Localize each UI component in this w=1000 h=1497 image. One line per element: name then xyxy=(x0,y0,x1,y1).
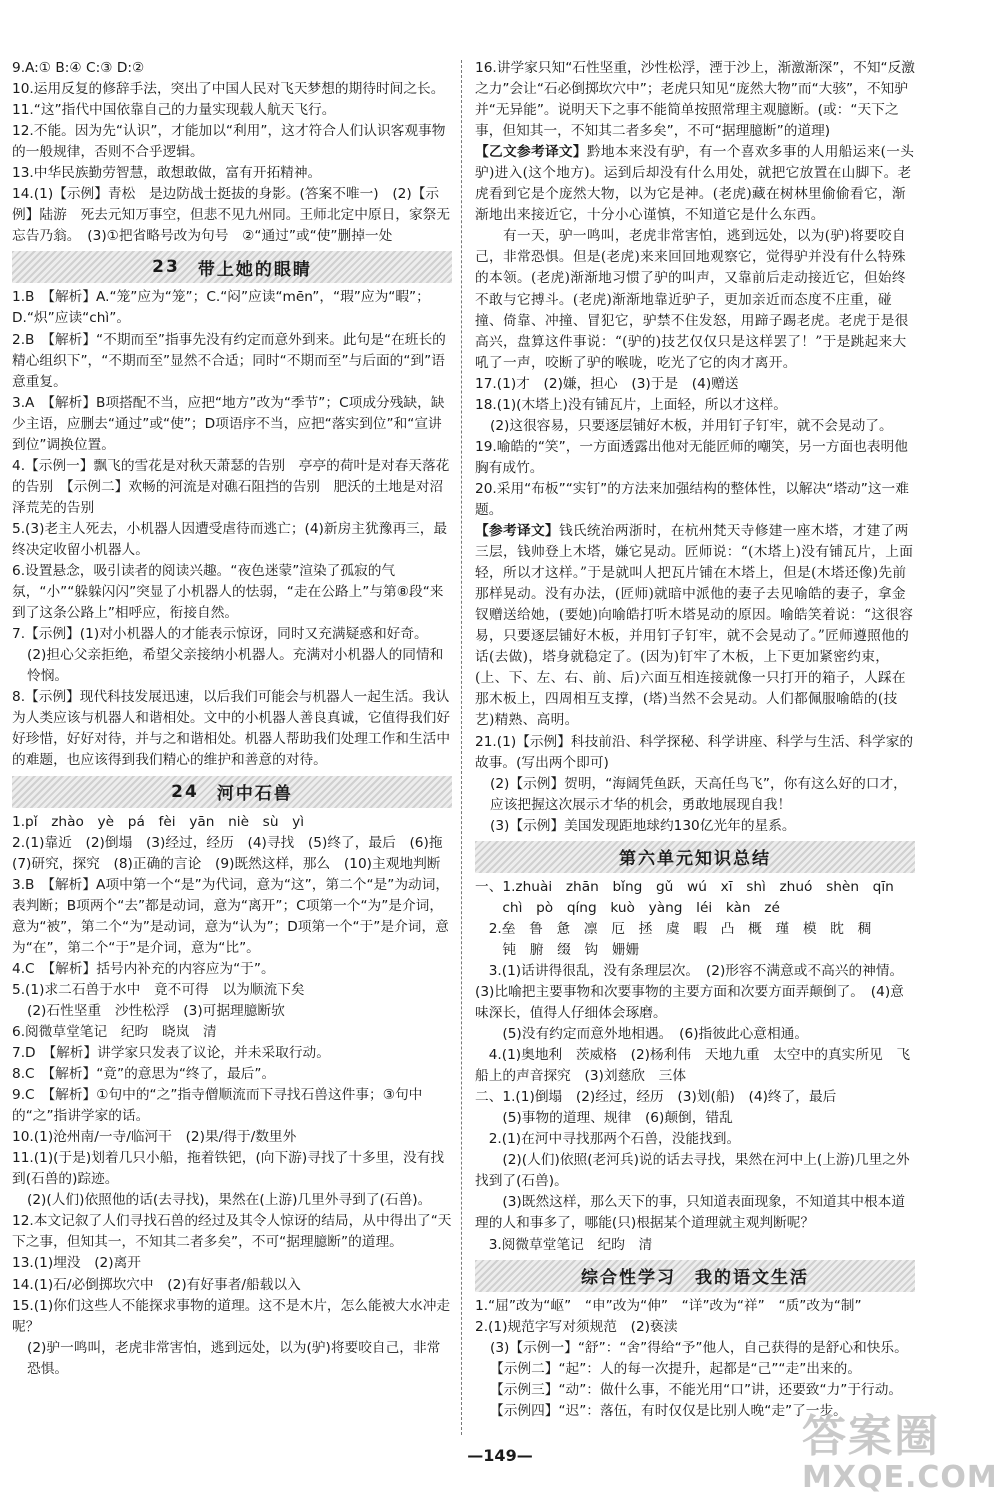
section-number: 23 xyxy=(152,257,180,278)
answer-line: 20.采用“布板”“实钉”的方法来加强结构的整体性，以解决“塔动”这一难题。 xyxy=(475,480,909,518)
answer-line: 4.【示例一】飘飞的雪花是对秋天萧瑟的告别 亭亭的荷叶是对春天落花的告别 【示例二】欢畅的河流是对礁石阻挡的告别 肥沃的土地是对沼泽荒芜的告别 xyxy=(12,457,450,516)
answer-line: 11.(1)(于是)划着几只小船，拖着铁钯，(向下游)寻找了十多里，没有找到(石兽的)踪迹。 xyxy=(12,1150,445,1188)
answer-line: (5)事物的道理、规律 (6)颠倒，错乱 xyxy=(475,1110,733,1127)
answer-line: 17.(1)才 (2)嫌，担心 (3)于是 (4)赠送 xyxy=(475,375,739,392)
answer-line: 2.垒 鲁 惫 凛 厄 拯 虞 暇 凸 概 瑾 模 眈 稠 钝 腑 缀 钩 姗姗 xyxy=(488,920,872,958)
answer-line: 3.阅微草堂笔记 纪昀 清 xyxy=(475,1236,653,1253)
answer-line: (2)(人们)依照他的话(去寻找)，果然在(上游)几里外寻到了(石兽)。 xyxy=(27,1192,432,1209)
section-title: 带上她的眼睛 xyxy=(197,259,312,280)
translation-text: 黔地本来没有驴，有一个喜欢多事的人用船运来(一头驴)进入(这个地方)。运到后却没有什么用处，就把它放置在山脚下。老虎看到它是个庞然大物，以为它是神。(老虎)藏在树林里偷偷看它，渐渐地出来接近它，十分小心谨慎，不知道它是什么东西。 xyxy=(475,144,915,224)
answer-line: 2.B 【解析】“不期而至”指事先没有约定而意外到来。此句是“在班长的精心组织下”，“不期而至”显然不合适；同时“不期而至”与后面的“到”语意重复。 xyxy=(12,331,446,390)
answer-line: (3)【示例一】“舒”：“舍”得给“予”他人，自己获得的是舒心和快乐。 xyxy=(490,1339,908,1356)
answer-line: 一、1.zhuài zhān bǐng gǔ wú xī shì zhuó shèn qīn chì pò qíng kuò yàng léi kàn zé xyxy=(475,878,894,916)
answer-line: (2)这很容易，只要逐层铺好木板，并用钉子钉牢，就不会晃动了。 xyxy=(490,417,893,434)
answer-line: 14.(1)石/必倒掷坎穴中 (2)有好事者/船载以入 xyxy=(12,1276,301,1293)
translation-label: 【乙文参考译文】 xyxy=(475,144,587,161)
answer-line: (2)驴一鸣叫，老虎非常害怕，逃到远处，以为(驴)将要咬自己，非常恐惧。 xyxy=(27,1339,441,1377)
answer-line: 4.(1)奥地利 茨威格 (2)杨利伟 天地九重 太空中的真实所见 飞船上的声音探究 (3)刘慈欣 三体 xyxy=(475,1047,911,1085)
answer-line: 8.C 【解析】“竟”的意思为“终了，最后”。 xyxy=(12,1066,276,1083)
answer-line: 3.B 【解析】A项中第一个“是”为代词，意为“这”，第二个“是”为动词，表判断；B项两个“去”都是动词，意为“离开”；C项第一个“为”是介词，意为“被”，第二个“为”是动词，意为“认为”；D项第一个“于”是介词，意为“在”，第二个“于”是介词，意为“比”。 xyxy=(12,876,450,956)
answer-line: 16.讲学家只知“石性坚重，沙性松浮，湮于沙上，渐激渐深”，不知“反激之力”会让“石必倒掷坎穴中”；老虎只知见“庞然大物”而“大骇”，不知驴并“无异能”。说明天下之事不能简单按照常理主观臆断。(或：“天下之事，但知其一，不知其二者多矣”，不可“据理臆断”的道理) xyxy=(475,60,915,140)
page-number: —149— xyxy=(467,1446,533,1465)
right-column xyxy=(475,58,915,1422)
watermark-logo xyxy=(802,1400,998,1495)
answer-line: 2.(1)靠近 (2)倒塌 (3)经过，经历 (4)寻找 (5)终了，最后 (6)拖 (7)研究，探究 (8)正确的言论 (9)既然这样，那么 (10)主观地判断 xyxy=(12,834,457,872)
section-title: 综合性学习 我的语文生活 xyxy=(581,1268,809,1289)
watermark-logo-text: 答案圈 xyxy=(802,1411,940,1462)
answer-line: (2)【示例】贺明，“海阔凭鱼跃，天高任鸟飞”，你有这么好的口才，应该把握这次展示才华的机会，勇敢地展现自我！ xyxy=(490,775,907,813)
translation-paragraph xyxy=(475,226,915,373)
answer-line: 4.C 【解析】括号内补充的内容应为“于”。 xyxy=(12,960,275,977)
answer-line: 2.(1)规范字写对须规范 (2)亵渎 xyxy=(475,1318,678,1335)
translation-paragraph xyxy=(475,142,915,226)
column-divider xyxy=(461,60,462,1435)
answer-line: 6.阅微草堂笔记 纪昀 晓岚 清 xyxy=(12,1023,217,1040)
answer-line: 1.pǐ zhào yè pá fèi yān niè sù yì xyxy=(12,813,305,830)
answer-line: 【示例二】“起”：人的每一次提升，起都是“己”“走”出来的。 xyxy=(490,1360,862,1377)
answer-line: 9.A:① B:④ C:③ D:② xyxy=(12,60,145,76)
answer-line: 6.设置悬念，吸引读者的阅读兴趣。“夜色迷蒙”渲染了孤寂的气氛，“小”“躲躲闪闪”突显了小机器人的怯弱，“走在公路上”与第⑧段“来到了这条公路上”相呼应，衔接自然。 xyxy=(12,563,444,622)
answer-line: 13.中华民族勤劳智慧，敢想敢做，富有开拓精神。 xyxy=(12,165,322,182)
answer-line: 2.(1)在河中寻找那两个石兽，没能找到。 xyxy=(475,1131,741,1148)
section-title: 河中石兽 xyxy=(216,784,293,804)
section-heading xyxy=(12,776,452,808)
answer-line: 12.不能。因为先“认识”，才能加以“利用”，这才符合人们认识客观事物的一般规律，否则不合乎逻辑。 xyxy=(12,123,446,161)
section-title: 第六单元知识总结 xyxy=(619,849,771,870)
answer-line: 12.本文记叙了人们寻找石兽的经过及其令人惊讶的结局，从中得出了“天下之事，但知其一，不知其二者多矣”，不可“据理臆断”的道理。 xyxy=(12,1213,452,1251)
answer-line: (5)没有约定而意外地相遇。 (6)指彼此心意相通。 xyxy=(475,1026,809,1043)
section-heading xyxy=(12,251,452,283)
answer-line: 5.(1)求二石兽于水中 竟不可得 以为顺流下矣 xyxy=(12,981,305,998)
answer-line: 21.(1)【示例】科技前沿、科学探秘、科学讲座、科学与生活、科学家的故事。(写出两个即可) xyxy=(475,733,914,771)
answer-line: 【示例三】“动”：做什么事，不能光用“口”讲，还要致“力”于行动。 xyxy=(490,1381,903,1398)
answer-line: 10.(1)沧州南/一寺/临河干 (2)果/得于/数里外 xyxy=(12,1129,297,1146)
answer-line: 7.【示例】(1)对小机器人的才能表示惊讶，同时又充满疑惑和好奇。 xyxy=(12,626,428,643)
answer-line: 3.(1)话讲得很乱，没有条理层次。 (2)形容不满意或不高兴的神情。 (3)比喻把主要事物和次要事物的主要方面和次要方面弄颠倒了。 (4)意味深长，值得人仔细体会琢磨。 xyxy=(475,962,911,1022)
translation-paragraph xyxy=(475,521,915,731)
translation-text: 有一天，驴一鸣叫，老虎非常害怕，逃到远处，以为(驴)将要咬自己，非常恐惧。但是(老虎)来来回回地观察它，觉得驴并没有什么特殊的本领。(老虎)渐渐地习惯了驴的叫声，又靠前后走动接近它，但始终不敢与它搏斗。(老虎)渐渐地靠近驴子，更加亲近而态度不庄重，碰撞、倚靠、冲撞、冒犯它，驴禁不住发怒，用蹄子踢老虎。老虎于是很高兴，盘算这件事说：“(驴的)技艺仅仅只是这样罢了！”于是跳起来大吼了一声，咬断了驴的喉咙，吃光了它的肉才离开。 xyxy=(475,228,909,371)
answer-line: 19.喻皓的“笑”，一方面透露出他对无能匠师的嘲笑，另一方面也表明他胸有成竹。 xyxy=(475,438,908,476)
answer-line: (3)既然这样，那么天下的事，只知道表面现象，不知道其中根本道理的人和事多了，哪能(只)根据某个道理就主观判断呢？ xyxy=(475,1194,906,1232)
answer-line: 1.B 【解析】A.“笼”应为“笼”；C.“闷”应读“mēn”，“瑕”应为“暇”；D.“炽”应读“chì”。 xyxy=(12,289,430,327)
answer-line: 18.(1)(木塔上)没有铺瓦片，上面轻，所以才这样。 xyxy=(475,396,787,413)
answer-line: 8.【示例】现代科技发展迅速，以后我们可能会与机器人一起生活。我认为人类应该与机器人和谐相处。文中的小机器人善良真诚，它值得我们好好珍惜，好好对待，并与之和谐相处。机器人帮助我们处理工作和生活中的难题，也应该得到我们精心的维护和善意的对待。 xyxy=(12,689,451,769)
answer-line: 10.运用反复的修辞手法，突出了中国人民对飞天梦想的期待时间之长。 xyxy=(12,81,445,98)
translation-label: 【参考译文】 xyxy=(475,523,559,540)
section-heading xyxy=(475,841,915,873)
section-heading xyxy=(475,1260,915,1292)
answer-line: 5.(3)老主人死去，小机器人因遭受虐待而逃亡；(4)新房主犹豫再三，最终决定收留小机器人。 xyxy=(12,520,448,558)
answer-line: 二、1.(1)倒塌 (2)经过，经历 (3)划(船) (4)终了，最后 xyxy=(475,1089,837,1106)
answer-line: 1.“屈”改为“岖” “申”改为“伸” “详”改为“祥” “质”改为“制” xyxy=(475,1297,862,1314)
answer-line: (2)石性坚重 沙性松浮 (3)可据理臆断欤 xyxy=(27,1002,285,1019)
answer-line: 9.C 【解析】①句中的“之”指寺僧顺流而下寻找石兽这件事；③句中的“之”指讲学家的话。 xyxy=(12,1087,423,1125)
answer-line: 11.“这”指代中国依靠自己的力量实现载人航天飞行。 xyxy=(12,102,336,119)
answer-line: 13.(1)埋没 (2)离开 xyxy=(12,1255,141,1272)
watermark-url: MXQE.COM xyxy=(802,1460,998,1495)
answer-line: 15.(1)你们这些人不能探求事物的道理。这不是木片，怎么能被大水冲走呢？ xyxy=(12,1297,451,1335)
section-number: 24 xyxy=(171,781,199,802)
translation-text: 钱氏统治两浙时，在杭州梵天寺修建一座木塔，才建了两三层，钱帅登上木塔，嫌它晃动。匠师说：“(木塔上)没有铺瓦片，上面轻，所以才这样。”于是就叫人把瓦片铺在木塔上，但是(木塔还像)先前那样晃动。没有办法，(匠师)就暗中派他的妻子去见喻皓的妻子，拿金钗赠送给她，(要她)向喻皓打听木塔晃动的原因。喻皓笑着说：“这很容易，只要逐层铺好木板，并用钉子钉牢，就不会晃动了。”匠师遵照他的话(去做)，塔身就稳定了。(因为)钉牢了木板，上下更加紧密约束，(上、下、左、右、前、后)六面互相连接就像一只打开的箱子，人踩在那木板上，四周相互支撑，(塔)当然不会晃动。人们都佩服喻皓的(技艺)精熟、高明。 xyxy=(475,523,914,729)
answer-line: (3)【示例】美国发现距地球约130亿光年的星系。 xyxy=(490,817,796,834)
answer-line: 3.A 【解析】B项搭配不当，应把“地方”改为“季节”；C项成分残缺，缺少主语，应删去“通过”或“使”；D项语序不当，应把“落实到位”和“宣讲到位”调换位置。 xyxy=(12,394,445,453)
answer-line: 7.D 【解析】讲学家只发表了议论，并未采取行动。 xyxy=(12,1045,330,1062)
answer-line: 14.(1)【示例】青松 是边防战士挺拔的身影。(答案不唯一) (2)【示例】陆游 死去元知万事空，但悲不见九州同。王师北定中原日，家祭无忘告乃翁。 (3)①把省略号改为句号 ②“通过”或“使”删掉一处 xyxy=(12,186,451,245)
answer-line: (2)(人们)依照(老河兵)说的话去寻找，果然在河中上(上游)几里之外找到了(石兽)。 xyxy=(475,1152,910,1190)
answer-line: 【示例四】“迟”：落伍，有时仅仅是比别人晚“走”了一步。 xyxy=(490,1402,847,1419)
left-column xyxy=(12,58,457,1380)
answer-line: (2)担心父亲拒绝，希望父亲接纳小机器人。充满对小机器人的同情和怜悯。 xyxy=(27,647,444,685)
